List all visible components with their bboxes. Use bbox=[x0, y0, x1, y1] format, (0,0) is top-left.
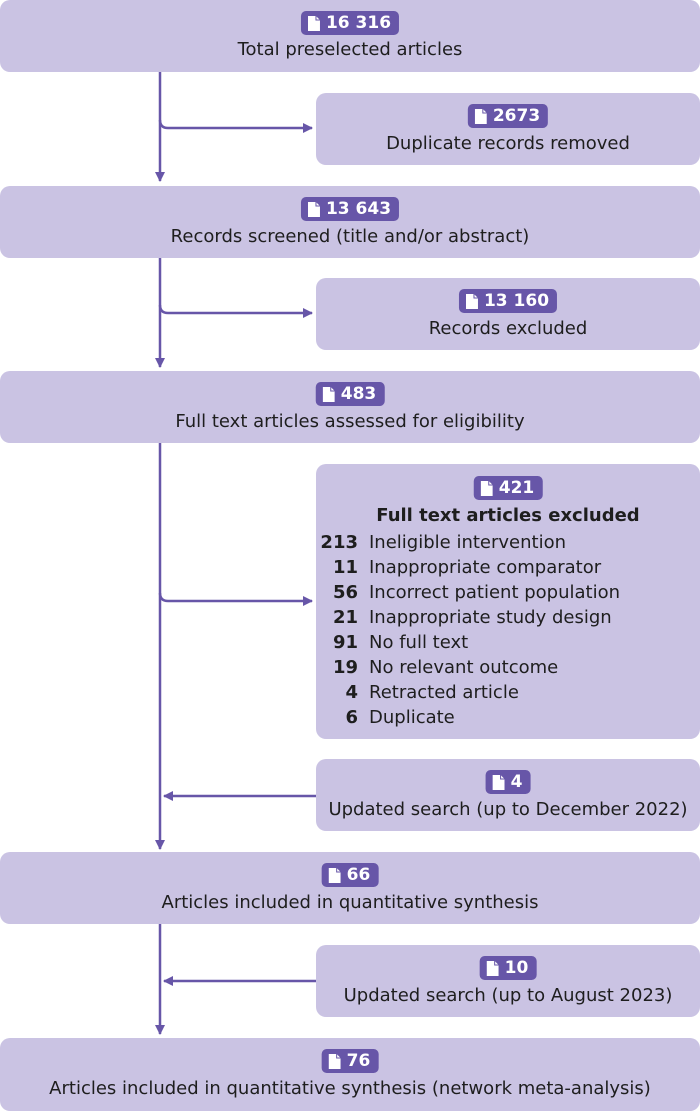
document-icon bbox=[487, 961, 499, 976]
document-icon bbox=[329, 1054, 341, 1069]
count-badge bbox=[486, 770, 531, 794]
box-total-preselected bbox=[0, 0, 700, 72]
count-badge bbox=[316, 382, 385, 406]
box-updated-search-aug-2023 bbox=[316, 945, 700, 1017]
box-duplicates-removed bbox=[316, 93, 700, 165]
count-value: 4 bbox=[510, 772, 523, 792]
box-records-screened bbox=[0, 186, 700, 258]
reason-label: Duplicate bbox=[369, 707, 455, 728]
document-icon bbox=[475, 109, 487, 124]
box-label: Updated search (up to August 2023) bbox=[343, 985, 673, 1006]
count-badge bbox=[459, 289, 557, 313]
reason-label: No relevant outcome bbox=[369, 657, 559, 678]
document-icon bbox=[308, 16, 320, 31]
count-value: 421 bbox=[498, 478, 535, 498]
box-records-excluded bbox=[316, 278, 700, 350]
document-icon bbox=[466, 294, 478, 309]
reason-label: Retracted article bbox=[369, 682, 519, 703]
reason-label: No full text bbox=[369, 632, 469, 653]
document-icon bbox=[323, 387, 335, 402]
box-label: Duplicate records removed bbox=[386, 133, 630, 154]
reason-count: 4 bbox=[345, 682, 358, 703]
exclusion-title: Full text articles excluded bbox=[376, 505, 640, 526]
count-badge bbox=[301, 11, 399, 35]
box-label: Articles included in quantitative synthesis (network meta-analysis) bbox=[49, 1078, 651, 1099]
count-badge bbox=[322, 863, 379, 887]
box-label: Articles included in quantitative synthesis bbox=[161, 892, 539, 913]
count-value: 76 bbox=[346, 1051, 371, 1071]
count-value: 16 316 bbox=[325, 13, 392, 33]
count-value: 13 643 bbox=[325, 199, 392, 219]
reason-label: Inappropriate study design bbox=[369, 607, 612, 628]
count-value: 2673 bbox=[492, 106, 541, 126]
box-updated-search-dec-2022 bbox=[316, 759, 700, 831]
box-label: Updated search (up to December 2022) bbox=[328, 799, 688, 820]
document-icon bbox=[308, 202, 320, 217]
box-label: Records excluded bbox=[428, 318, 588, 339]
reason-count: 6 bbox=[345, 707, 358, 728]
box-label: Full text articles assessed for eligibility bbox=[175, 411, 525, 432]
arrow-to-duplicates bbox=[160, 120, 312, 128]
reason-count: 21 bbox=[332, 607, 358, 628]
count-badge bbox=[301, 197, 399, 221]
count-value: 66 bbox=[346, 865, 371, 885]
reason-label: Incorrect patient population bbox=[369, 582, 621, 603]
count-badge bbox=[474, 476, 543, 500]
reason-count: 11 bbox=[332, 557, 358, 578]
arrow-to-screen-excluded bbox=[160, 305, 312, 313]
reason-count: 213 bbox=[320, 532, 358, 553]
box-fulltext-excluded bbox=[316, 464, 700, 739]
document-icon bbox=[329, 868, 341, 883]
count-badge bbox=[480, 956, 537, 980]
box-network-meta-analysis bbox=[0, 1038, 700, 1111]
document-icon bbox=[481, 481, 493, 496]
box-label: Records screened (title and/or abstract) bbox=[170, 226, 530, 247]
document-icon bbox=[493, 775, 505, 790]
reason-label: Ineligible intervention bbox=[369, 532, 566, 553]
count-value: 13 160 bbox=[483, 291, 550, 311]
reason-count: 56 bbox=[332, 582, 358, 603]
reason-count: 91 bbox=[332, 632, 358, 653]
count-badge bbox=[322, 1049, 379, 1073]
box-fulltext-assessed bbox=[0, 371, 700, 443]
count-value: 483 bbox=[340, 384, 377, 404]
count-value: 10 bbox=[504, 958, 529, 978]
reason-label: Inappropriate comparator bbox=[369, 557, 602, 578]
reason-count: 19 bbox=[332, 657, 358, 678]
box-quantitative-synthesis bbox=[0, 852, 700, 924]
count-badge bbox=[468, 104, 548, 128]
box-label: Total preselected articles bbox=[237, 39, 463, 60]
arrow-to-fulltext-excluded bbox=[160, 593, 312, 601]
